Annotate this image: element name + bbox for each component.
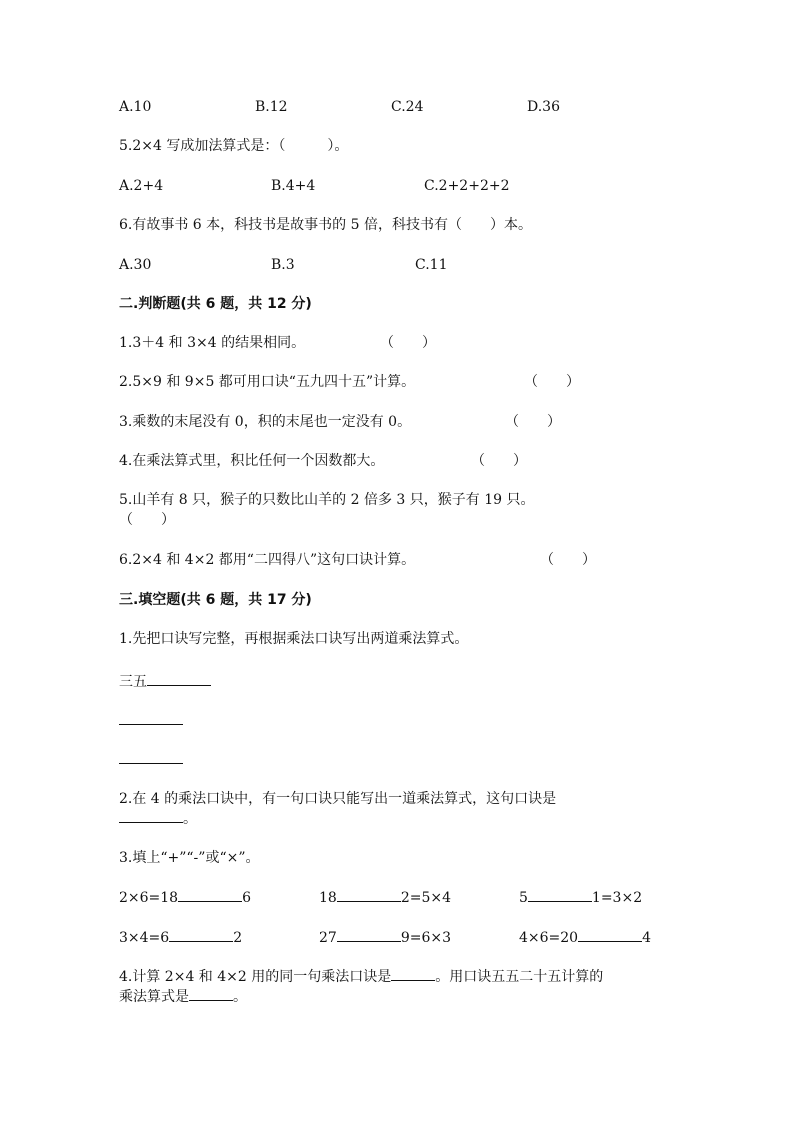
fill-q3-r1-c2 (319, 887, 451, 908)
fill-q1-answer-2 (119, 749, 183, 770)
option-b: B.12 (255, 99, 288, 115)
fill-q3-r2-c3 (519, 927, 651, 948)
judge-item-1: 1.3＋4 和 3×4 的结果相同。 (119, 335, 306, 351)
q6-option-c: C.11 (415, 257, 448, 273)
judge-item-2: 2.5×9 和 9×5 都可用口诀“五九四十五”计算。 (119, 374, 416, 390)
expr-left: 18 (319, 890, 337, 906)
section-2-title: 二.判断题(共 6 题，共 12 分) (119, 296, 312, 312)
expr-right: 1=3×2 (591, 890, 643, 906)
fill-question-3: 3.填上“+”“-”或“×”。 (119, 850, 260, 866)
fill-question-4-line-1 (119, 966, 603, 987)
option-d: D.36 (527, 99, 560, 115)
option-c: C.24 (391, 99, 424, 115)
judge-bracket-3[interactable]: （ ） (505, 414, 561, 430)
fill-question-4-line-2 (119, 986, 247, 1007)
fill-q1-prefix: 三五 (119, 674, 147, 690)
expr-left: 27 (319, 930, 337, 946)
judge-item-5: 5.山羊有 8 只，猴子的只数比山羊的 2 倍多 3 只，猴子有 19 只。 (119, 492, 535, 508)
judge-item-3: 3.乘数的末尾没有 0，积的末尾也一定没有 0。 (119, 414, 412, 430)
fill-q3-r1-c3 (519, 887, 642, 908)
expr-right: 9=6×3 (400, 930, 452, 946)
question-6: 6.有故事书 6 本，科技书是故事书的 5 倍，科技书有（ ）本。 (119, 217, 532, 233)
fill-q2-blank[interactable] (119, 808, 183, 823)
judge-bracket-6[interactable]: （ ） (540, 552, 596, 568)
judge-bracket-1[interactable]: （ ） (380, 335, 436, 351)
judge-item-6: 6.2×4 和 4×2 都用“二四得八”这句口诀计算。 (119, 552, 416, 568)
fill-question-2: 2.在 4 的乘法口诀中，有一句口诀只能写出一道乘法算式，这句口诀是 (119, 791, 557, 807)
fill-q4-blank-2[interactable] (189, 986, 233, 1001)
fill-q1-answer-blank-2[interactable] (119, 749, 183, 764)
expr-left: 5 (519, 890, 528, 906)
fill-q4-text-a: 4.计算 2×4 和 4×2 用的同一句乘法口诀是 (119, 969, 392, 985)
judge-item-4: 4.在乘法算式里，积比任何一个因数都大。 (119, 453, 385, 469)
q5-option-b: B.4+4 (271, 178, 316, 194)
fill-q3-r1-c1 (119, 887, 251, 908)
fill-q2-answer-line (119, 808, 197, 829)
operator-blank[interactable] (337, 927, 401, 942)
fill-q3-r2-c1 (119, 927, 242, 948)
fill-q4-text-c: 乘法算式是 (119, 989, 189, 1005)
q5-option-a: A.2+4 (119, 178, 164, 194)
judge-bracket-2[interactable]: （ ） (524, 374, 580, 390)
q6-option-b: B.3 (271, 257, 295, 273)
operator-blank[interactable] (578, 927, 642, 942)
fill-q4-text-d: 。 (233, 989, 247, 1005)
operator-blank[interactable] (528, 887, 592, 902)
fill-q1-answer-blank-1[interactable] (119, 710, 183, 725)
expr-right: 2 (233, 930, 243, 946)
operator-blank[interactable] (178, 887, 242, 902)
operator-blank[interactable] (169, 927, 233, 942)
q6-option-a: A.30 (119, 257, 152, 273)
fill-q1-prefix-line (119, 671, 211, 692)
fill-q3-r2-c2 (319, 927, 451, 948)
fill-q4-text-b: 。用口诀五五二十五计算的 (435, 969, 604, 985)
section-3-title: 三.填空题(共 6 题，共 17 分) (119, 592, 312, 608)
expr-left: 4×6=20 (519, 930, 579, 946)
fill-q1-answer-1 (119, 710, 183, 731)
q5-option-c: C.2+2+2+2 (424, 178, 510, 194)
expr-right: 4 (642, 930, 652, 946)
expr-right: 2=5×4 (400, 890, 452, 906)
fill-q2-end: 。 (183, 811, 197, 827)
expr-left: 2×6=18 (119, 890, 179, 906)
expr-right: 6 (242, 890, 252, 906)
fill-question-1: 1.先把口诀写完整，再根据乘法口诀写出两道乘法算式。 (119, 631, 469, 647)
operator-blank[interactable] (337, 887, 401, 902)
fill-q1-blank[interactable] (147, 671, 211, 686)
expr-left: 3×4=6 (119, 930, 170, 946)
judge-bracket-5[interactable]: （ ） (119, 512, 175, 528)
fill-q4-blank-1[interactable] (391, 966, 435, 981)
option-a: A.10 (119, 99, 152, 115)
judge-bracket-4[interactable]: （ ） (471, 453, 527, 469)
question-5: 5.2×4 写成加法算式是：（ ）。 (119, 138, 349, 154)
